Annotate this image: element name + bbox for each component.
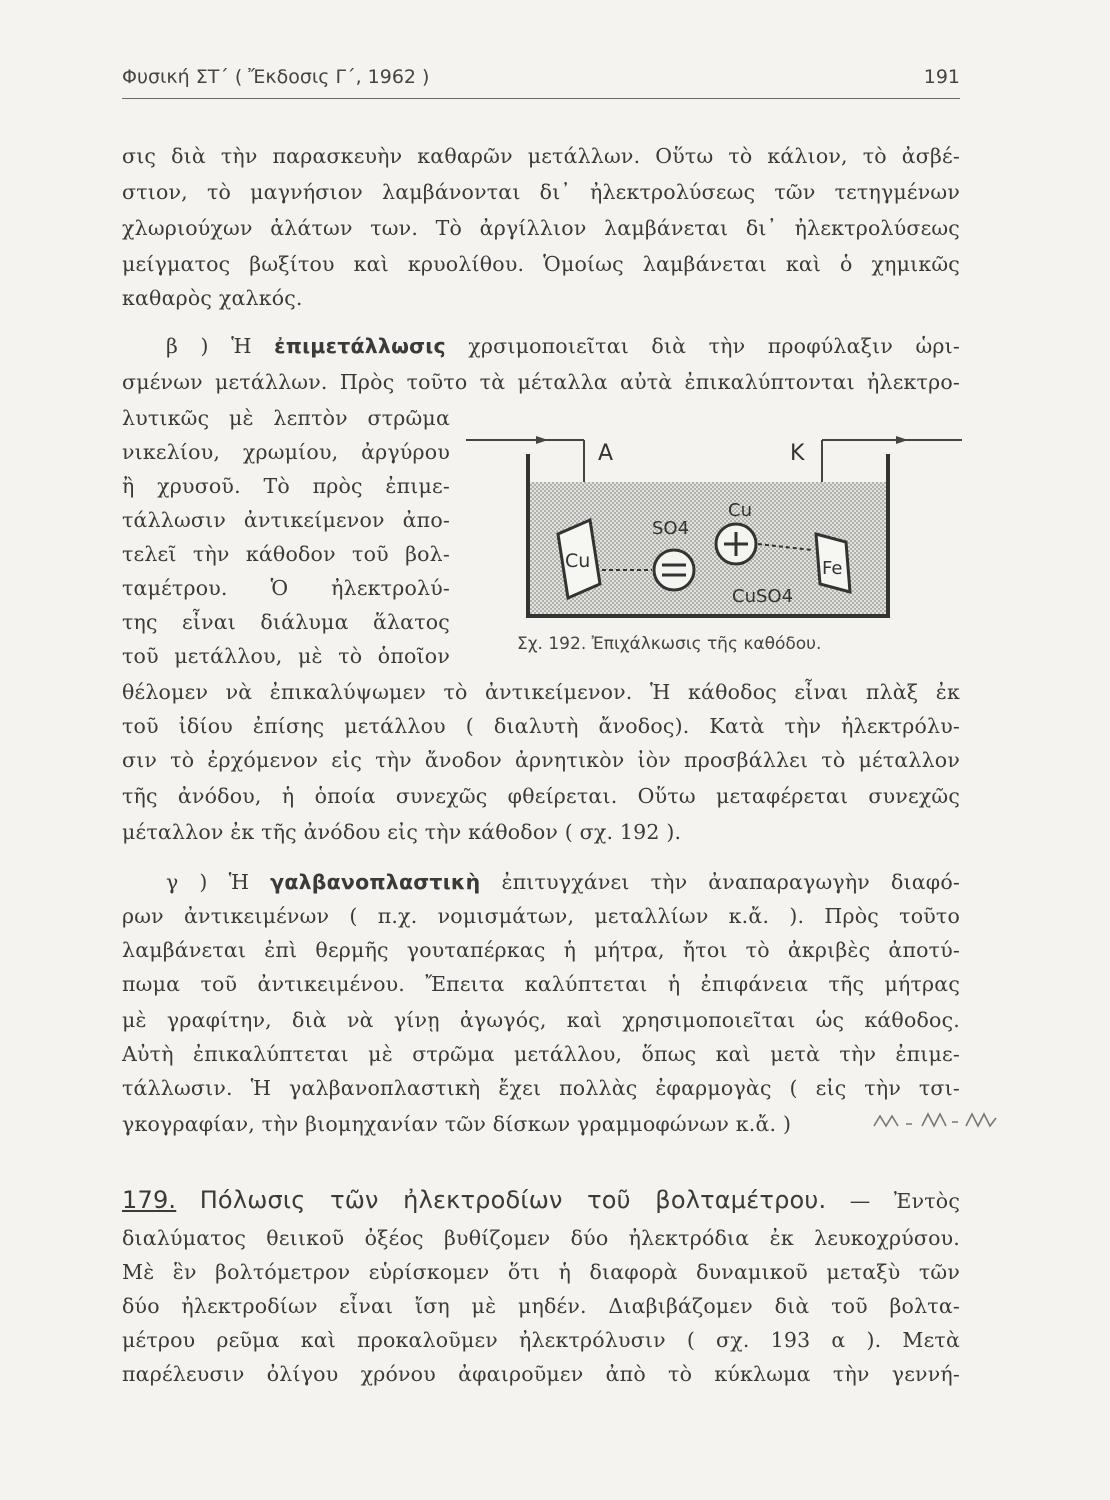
paragraph-line: μείγματος βωξίτου καὶ κρυολίθου. Ὁμοίως λαμβάνεται καὶ ὁ χημικῶς [122, 252, 960, 276]
paragraph-line: Μὲ ἓν βολτόμετρον εὑρίσκομεν ὅτι ἡ διαφορὰ δυναμικοῦ μεταξὺ τῶν [122, 1260, 960, 1284]
paragraph-line: τάλλωσιν ἀντικείμενον ἀπο- [122, 508, 450, 532]
paragraph-line: χλωριούχων ἁλάτων των. Τὸ ἀργίλλιον λαμβάνεται δι᾽ ἠλεκτρολύσεως [122, 216, 960, 240]
section-179-heading [122, 1182, 960, 1219]
negative-ion-label: SO4 [652, 518, 690, 539]
paragraph-line: τάλλωσιν. Ἡ γαλβανοπλαστικὴ ἔχει πολλὰς ἐφαρμογὰς ( εἰς τὴν τσι- [122, 1076, 960, 1100]
paragraph-line: τοῦ μετάλλου, μὲ τὸ ὁποῖον [122, 644, 450, 668]
beta-line1-rest: χρσιμοποιεῖται διὰ τὴν προφύλαξιν ὡρι- [468, 334, 961, 358]
page-header [122, 64, 960, 99]
paragraph-line: δύο ἠλεκτροδίων εἶναι ἴση μὲ μηδέν. Διαβιβάζομεν διὰ τοῦ βολτα- [122, 1294, 960, 1318]
paragraph-line: μέταλλον ἐκ τῆς ἀνόδου εἰς τὴν κάθοδον ( σχ. 192 ). [122, 820, 682, 844]
positive-ion-label: Cu [728, 500, 752, 521]
solution-label: CuSO4 [732, 586, 794, 607]
section-title: Πόλωσις τῶν ἠλεκτροδίων τοῦ βολταμέτρου. [199, 1186, 827, 1214]
current-arrow-icon [536, 436, 548, 444]
paragraph-line: ρων ἀντικειμένων ( π.χ. νομισμάτων, μεταλλίων κ.ἄ. ). Πρὸς τοῦτο [122, 904, 960, 928]
electroplating-figure [466, 424, 966, 664]
gamma-label: γ ) Ἡ [166, 870, 250, 894]
paragraph-line: τοῦ ἰδίου ἐπίσης μετάλλου ( διαλυτὴ ἄνοδος). Κατὰ τὴν ἠλεκτρόλυ- [122, 714, 960, 738]
paragraph-line: ταμέτρου. Ὁ ἠλεκτρολύ- [122, 576, 450, 600]
pencil-scribble [872, 1104, 1002, 1134]
beta-heading-line [122, 330, 960, 362]
paragraph-line: πωμα τοῦ ἀντικειμένου. Ἔπειτα καλύπτεται ἡ ἐπιφάνεια τῆς μήτρας [122, 972, 960, 996]
paragraph-line: καθαρὸς χαλκός. [122, 286, 303, 310]
paragraph-line: σιν τὸ ἐρχόμενον εἰς τὴν ἄνοδον ἀρνητικὸν ἰὸν προσβάλλει τὸ μέταλλον [122, 748, 960, 772]
figure-caption: Σχ. 192. Ἐπιχάλκωσις τῆς καθόδου. [517, 634, 822, 654]
cathode-label: K [790, 441, 805, 466]
paragraph-line: μέτρου ρεῦμα καὶ προκαλοῦμεν ἠλεκτρόλυσιν ( σχ. 193 α ). Μετὰ [122, 1328, 960, 1352]
paragraph-line: ἢ χρυσοῦ. Τὸ πρὸς ἐπιμε- [122, 474, 450, 498]
gamma-heading-line [122, 866, 960, 898]
paragraph-line: τελεῖ τὴν κάθοδον τοῦ βολ- [122, 542, 450, 566]
paragraph-line: τῆς ἀνόδου, ἡ ὁποία συνεχῶς φθείρεται. Οὕτω μεταφέρεται συνεχῶς [122, 784, 960, 808]
paragraph-line: στιον, τὸ μαγνήσιον λαμβάνονται δι᾽ ἠλεκτρολύσεως τῶν τετηγμένων [122, 180, 960, 204]
paragraph-line: σις διὰ τὴν παρασκευὴν καθαρῶν μετάλλων. Οὕτω τὸ κάλιον, τὸ ἀσβέ- [122, 144, 960, 168]
running-title: Φυσική ΣΤ΄ ( Ἔκδοσις Γ΄, 1962 ) [122, 66, 430, 88]
paragraph-line: θέλομεν νὰ ἐπικαλύψωμεν τὸ ἀντικείμενον. Ἡ κάθοδος εἶναι πλὰξ ἐκ [122, 680, 960, 704]
section-number: 179. [122, 1186, 177, 1214]
anode-label: A [598, 441, 614, 466]
paragraph-line: σμένων μετάλλων. Πρὸς τοῦτο τὰ μέταλλα αὐτὰ ἐπικαλύπτονται ἠλεκτρο- [122, 370, 960, 394]
paragraph-line: Αὐτὴ ἐπικαλύπτεται μὲ στρῶμα μετάλλου, ὅπως καὶ μετὰ τὴν ἐπιμε- [122, 1042, 960, 1066]
section-title-rest: — Ἐντὸς [849, 1189, 960, 1213]
beta-label: β ) Ἡ [166, 334, 252, 358]
paragraph-line: μὲ γραφίτην, διὰ νὰ γίνῃ ἀγωγός, καὶ χρησιμοποιεῖται ὡς κάθοδος. [122, 1008, 960, 1032]
paragraph-line: της εἶναι διάλυμα ἅλατος [122, 610, 450, 634]
paragraph-line: νικελίου, χρωμίου, ἀργύρου [122, 440, 450, 464]
anode-plate-label: Cu [565, 550, 591, 572]
paragraph-line: λαμβάνεται ἐπὶ θερμῆς γουταπέρκας ἡ μήτρα, ἤτοι τὸ ἀκριβὲς ἀποτύ- [122, 938, 960, 962]
paragraph-line: λυτικῶς μὲ λεπτὸν στρῶμα [122, 406, 450, 430]
gamma-line1-rest: ἐπιτυγχάνει τὴν ἀναπαραγωγὴν διαφό- [501, 870, 960, 894]
beta-term: ἐπιμετάλλωσις [274, 334, 446, 358]
gamma-term: γαλβανοπλαστικὴ [270, 870, 481, 894]
paragraph-line: διαλύματος θειικοῦ ὀξέος βυθίζομεν δύο ἠλεκτρόδια ἐκ λευκοχρύσου. [122, 1226, 960, 1250]
paragraph-line: παρέλευσιν ὀλίγου χρόνου ἀφαιροῦμεν ἀπὸ τὸ κύκλωμα τὴν γεννή- [122, 1362, 960, 1386]
negative-ion-icon [654, 550, 694, 590]
paragraph-line: γκογραφίαν, τὴν βιομηχανίαν τῶν δίσκων γραμμοφώνων κ.ἄ. ) [122, 1112, 792, 1136]
page-number: 191 [923, 66, 960, 88]
current-arrow-icon [896, 436, 908, 444]
cathode-plate-label: Fe [822, 558, 843, 579]
